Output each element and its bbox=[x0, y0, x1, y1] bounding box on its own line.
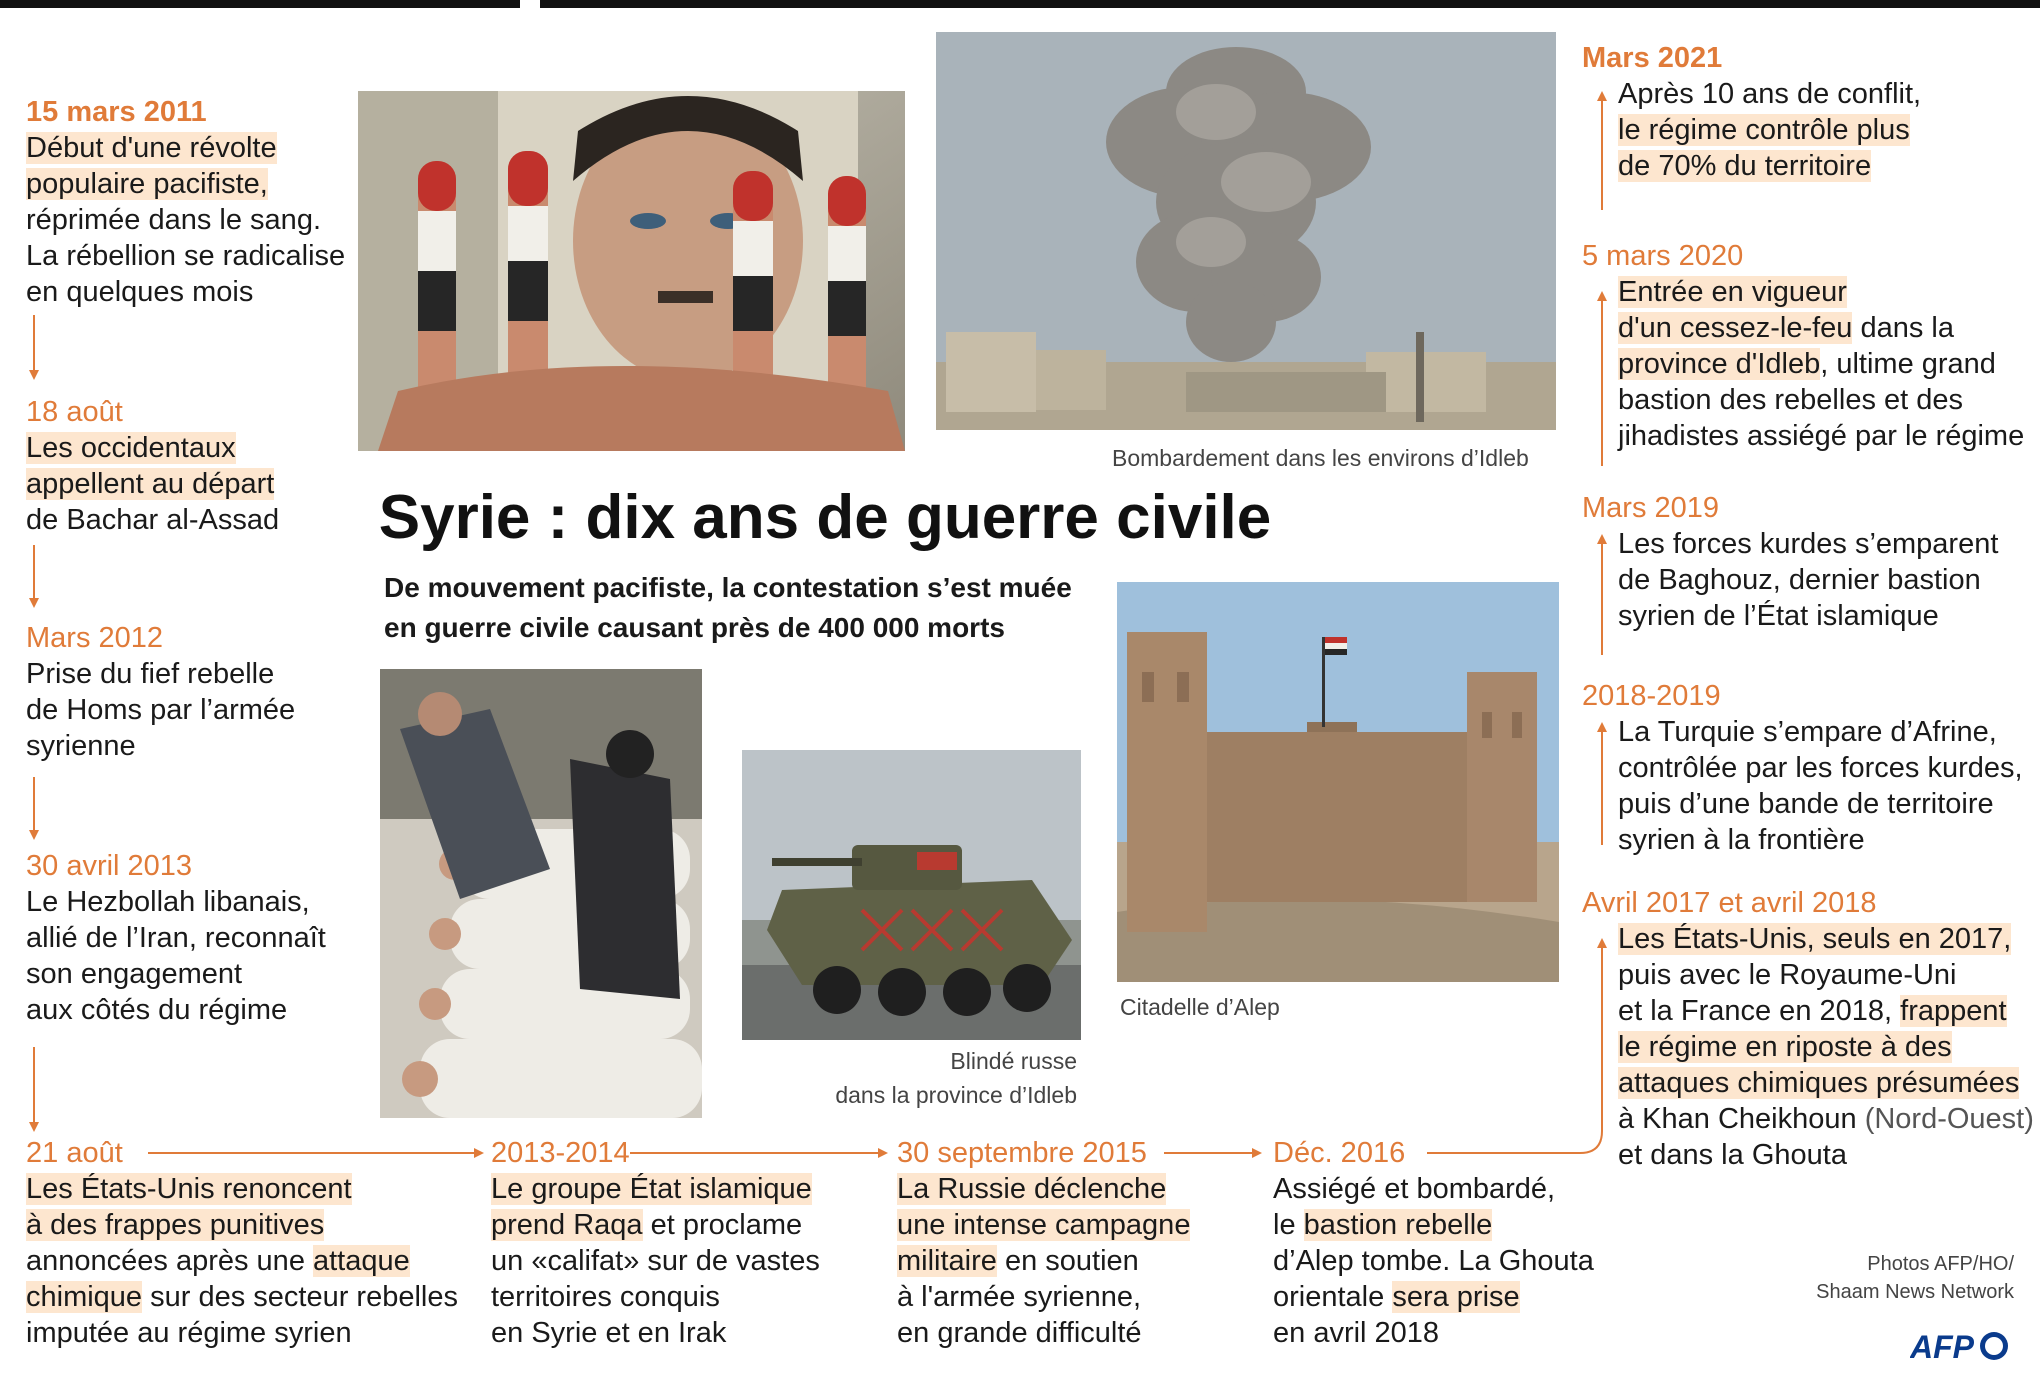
event-line bbox=[1618, 786, 2023, 822]
highlighted-text: bastion rebelle bbox=[1303, 1209, 1493, 1241]
caption-armored-line: dans la province d’Idleb bbox=[835, 1082, 1077, 1108]
event-2019-03 bbox=[1582, 490, 1998, 634]
event-text: Assiégé et bombardé, bbox=[1273, 1173, 1556, 1205]
event-line bbox=[26, 430, 279, 466]
event-date: 2013-2014 bbox=[491, 1137, 630, 1169]
event-description bbox=[1273, 1171, 1594, 1351]
photo-aleppo-citadel bbox=[1117, 582, 1559, 982]
event-line bbox=[26, 1171, 458, 1207]
highlighted-text: Début d'une révolte bbox=[26, 132, 277, 164]
event-line bbox=[1618, 921, 2034, 957]
event-text: puis d’une bande de territoire bbox=[1618, 788, 1994, 820]
event-line bbox=[26, 656, 295, 692]
highlighted-text: Les États-Unis, seuls en 2017, bbox=[1618, 923, 2012, 955]
event-2011-03 bbox=[26, 94, 345, 310]
event-line bbox=[897, 1243, 1190, 1279]
event-line bbox=[1273, 1315, 1594, 1351]
event-date: Avril 2017 et avril 2018 bbox=[1582, 887, 1877, 919]
event-line bbox=[26, 166, 345, 202]
event-line bbox=[26, 130, 345, 166]
event-text: de Homs par l’armée bbox=[26, 694, 296, 726]
highlighted-text: sera prise bbox=[1392, 1281, 1520, 1313]
afp-logo bbox=[1910, 1322, 2010, 1370]
page-title: Syrie : dix ans de guerre civile bbox=[378, 483, 1272, 552]
event-description bbox=[26, 1171, 458, 1351]
event-description bbox=[1618, 526, 1998, 634]
event-line bbox=[1618, 112, 1921, 148]
event-line bbox=[26, 992, 326, 1028]
event-date: 30 avril 2013 bbox=[26, 850, 193, 882]
event-line bbox=[1618, 957, 2034, 993]
highlighted-text: à des frappes punitives bbox=[26, 1209, 325, 1241]
event-line bbox=[1618, 1101, 2034, 1137]
photo-idleb-bombardment bbox=[936, 32, 1556, 430]
event-line bbox=[1618, 993, 2034, 1029]
event-line bbox=[897, 1207, 1190, 1243]
caption-armored bbox=[820, 1044, 1077, 1112]
event-text: , ultime grand bbox=[1820, 348, 1996, 380]
event-text: à Khan Cheikhoun bbox=[1618, 1103, 1865, 1135]
event-date: Mars 2021 bbox=[1582, 42, 1723, 74]
event-text: imputée au régime syrien bbox=[26, 1317, 352, 1349]
event-text: territoires conquis bbox=[491, 1281, 720, 1313]
credit-line: Photos AFP/HO/ bbox=[1867, 1253, 2014, 1275]
event-line bbox=[491, 1279, 820, 1315]
event-line bbox=[1618, 598, 1998, 634]
event-text: syrien à la frontière bbox=[1618, 824, 1865, 856]
highlighted-text: appellent au départ bbox=[26, 468, 275, 500]
event-line bbox=[26, 920, 326, 956]
caption-citadel: Citadelle d’Alep bbox=[1120, 994, 1280, 1020]
event-text: dans la bbox=[1852, 312, 1955, 344]
event-description bbox=[1618, 714, 2023, 858]
page-subtitle bbox=[384, 568, 1072, 648]
event-date: 21 août bbox=[26, 1137, 123, 1169]
event-line bbox=[26, 238, 345, 274]
highlighted-text: La Russie déclenche bbox=[897, 1173, 1167, 1205]
event-text: puis avec le Royaume-Uni bbox=[1618, 959, 1957, 991]
event-text: orientale bbox=[1273, 1281, 1393, 1313]
event-text: en Syrie et en Irak bbox=[491, 1317, 727, 1349]
event-2013-2014 bbox=[491, 1135, 820, 1351]
event-line bbox=[491, 1207, 820, 1243]
event-description bbox=[1618, 921, 2034, 1173]
event-text: en avril 2018 bbox=[1273, 1317, 1440, 1349]
event-line bbox=[26, 202, 345, 238]
event-text: syrien de l’État islamique bbox=[1618, 600, 1939, 632]
event-text: le bbox=[1273, 1209, 1304, 1241]
event-date: 5 mars 2020 bbox=[1582, 240, 1744, 272]
event-text: de Baghouz, dernier bastion bbox=[1618, 564, 1981, 596]
event-line bbox=[26, 1279, 458, 1315]
event-line bbox=[1618, 1137, 2034, 1173]
highlighted-text: une intense campagne bbox=[897, 1209, 1191, 1241]
highlighted-text: province d'Idleb bbox=[1618, 348, 1821, 380]
event-line bbox=[1618, 310, 2024, 346]
highlighted-text: prend Raqa bbox=[491, 1209, 643, 1241]
highlighted-text: frappent bbox=[1900, 995, 2007, 1027]
event-text: un «califat» sur de vastes bbox=[491, 1245, 820, 1277]
event-line bbox=[1618, 1065, 2034, 1101]
event-line bbox=[1618, 562, 1998, 598]
event-line bbox=[1273, 1207, 1594, 1243]
event-2011-08 bbox=[26, 394, 279, 538]
event-2021-03 bbox=[1582, 40, 1921, 184]
highlighted-text: attaques chimiques présumées bbox=[1618, 1067, 2020, 1099]
event-line bbox=[491, 1315, 820, 1351]
highlighted-text: Le groupe État islamique bbox=[491, 1173, 812, 1205]
event-description bbox=[1618, 274, 2024, 454]
event-line bbox=[26, 956, 326, 992]
event-text: réprimée dans le sang. bbox=[26, 204, 321, 236]
event-text: Le Hezbollah libanais, bbox=[26, 886, 310, 918]
event-line bbox=[491, 1243, 820, 1279]
event-line bbox=[1618, 148, 1921, 184]
event-line bbox=[1618, 526, 1998, 562]
event-line bbox=[1273, 1279, 1594, 1315]
event-line bbox=[897, 1171, 1190, 1207]
event-date: 30 septembre 2015 bbox=[897, 1137, 1147, 1169]
event-line bbox=[1618, 274, 2024, 310]
event-description bbox=[26, 656, 295, 764]
event-text: bastion des rebelles et des bbox=[1618, 384, 1963, 416]
event-date: 18 août bbox=[26, 396, 123, 428]
event-text: en grande difficulté bbox=[897, 1317, 1142, 1349]
event-text: en quelques mois bbox=[26, 276, 254, 308]
event-description bbox=[491, 1171, 820, 1351]
event-2013-04 bbox=[26, 848, 326, 1028]
event-text: à l'armée syrienne, bbox=[897, 1281, 1142, 1313]
event-text: et la France en 2018, bbox=[1618, 995, 1901, 1027]
event-line bbox=[26, 466, 279, 502]
afp-logo-text: AFP bbox=[1910, 1329, 1974, 1365]
event-text: allié de l’Iran, reconnaît bbox=[26, 922, 326, 954]
event-text: en soutien bbox=[996, 1245, 1139, 1277]
event-line bbox=[897, 1279, 1190, 1315]
event-2012-03 bbox=[26, 620, 295, 764]
event-line bbox=[491, 1171, 820, 1207]
subtitle-line: en guerre civile causant près de 400 000 morts bbox=[384, 612, 1005, 643]
event-text: de Bachar al-Assad bbox=[26, 504, 280, 536]
event-line bbox=[1618, 346, 2024, 382]
event-text: aux côtés du régime bbox=[26, 994, 288, 1026]
highlighted-text: populaire pacifiste, bbox=[26, 168, 268, 200]
event-text: jihadistes assiégé par le régime bbox=[1618, 420, 2025, 452]
event-text: La rébellion se radicalise bbox=[26, 240, 346, 272]
event-description bbox=[26, 130, 345, 310]
event-text: contrôlée par les forces kurdes, bbox=[1618, 752, 2023, 784]
event-2020-03 bbox=[1582, 238, 2024, 454]
event-text: d’Alep tombe. La Ghouta bbox=[1273, 1245, 1594, 1277]
event-line bbox=[26, 1315, 458, 1351]
event-line bbox=[1618, 714, 2023, 750]
event-line bbox=[1618, 822, 2023, 858]
highlighted-text: Entrée en vigueur bbox=[1618, 276, 1847, 308]
event-line bbox=[1273, 1171, 1594, 1207]
event-description bbox=[26, 884, 326, 1028]
photo-russian-armored-vehicle bbox=[742, 750, 1081, 1040]
event-line bbox=[1273, 1243, 1594, 1279]
highlighted-text: Les États-Unis renoncent bbox=[26, 1173, 352, 1205]
photo-ghouta-victims bbox=[380, 669, 702, 1118]
event-line bbox=[1618, 382, 2024, 418]
highlighted-text: d'un cessez-le-feu bbox=[1618, 312, 1853, 344]
event-line bbox=[26, 1207, 458, 1243]
event-line bbox=[26, 502, 279, 538]
highlighted-text: chimique bbox=[26, 1281, 143, 1313]
event-2015-09 bbox=[897, 1135, 1190, 1351]
event-text: Après 10 ans de conflit, bbox=[1618, 78, 1922, 110]
highlighted-text: militaire bbox=[897, 1245, 997, 1277]
event-line bbox=[1618, 418, 2024, 454]
event-line bbox=[26, 884, 326, 920]
event-text: et dans la Ghouta bbox=[1618, 1139, 1847, 1171]
event-2018-2019 bbox=[1582, 678, 2023, 858]
event-text: (Nord-Ouest) bbox=[1864, 1103, 2034, 1135]
event-line bbox=[1618, 750, 2023, 786]
event-text: La Turquie s’empare d’Afrine, bbox=[1618, 716, 1997, 748]
event-description bbox=[26, 430, 279, 538]
photo-credit bbox=[1816, 1250, 2014, 1306]
event-line bbox=[26, 1243, 458, 1279]
event-text: annoncées après une bbox=[26, 1245, 313, 1277]
highlighted-text: le régime en riposte à des bbox=[1618, 1031, 1952, 1063]
event-date: 15 mars 2011 bbox=[26, 96, 207, 128]
event-date: 2018-2019 bbox=[1582, 680, 1721, 712]
event-text: sur des secteur rebelles bbox=[142, 1281, 458, 1313]
highlighted-text: le régime contrôle plus bbox=[1618, 114, 1910, 146]
event-text: et proclame bbox=[642, 1209, 803, 1241]
highlighted-text: de 70% du territoire bbox=[1618, 150, 1872, 182]
event-date: Déc. 2016 bbox=[1273, 1137, 1406, 1169]
event-line bbox=[26, 692, 295, 728]
event-line bbox=[26, 274, 345, 310]
event-text: son engagement bbox=[26, 958, 243, 990]
event-line bbox=[897, 1315, 1190, 1351]
photo-protest-portrait bbox=[358, 91, 905, 451]
event-2013-08 bbox=[26, 1135, 458, 1351]
event-text: Les forces kurdes s’emparent bbox=[1618, 528, 1999, 560]
event-line bbox=[26, 728, 295, 764]
caption-armored-line: Blindé russe bbox=[950, 1048, 1077, 1074]
event-text: Prise du fief rebelle bbox=[26, 658, 275, 690]
caption-idleb: Bombardement dans les environs d’Idleb bbox=[1112, 445, 1529, 471]
event-description bbox=[1618, 76, 1921, 184]
event-2016-12 bbox=[1273, 1135, 1594, 1351]
subtitle-line: De mouvement pacifiste, la contestation s’est muée bbox=[384, 572, 1072, 603]
credit-line: Shaam News Network bbox=[1816, 1281, 2014, 1303]
highlighted-text: Les occidentaux bbox=[26, 432, 236, 464]
event-2017-2018 bbox=[1582, 885, 2034, 1173]
event-description bbox=[897, 1171, 1190, 1351]
event-date: Mars 2012 bbox=[26, 622, 164, 654]
event-text: syrienne bbox=[26, 730, 136, 762]
event-date: Mars 2019 bbox=[1582, 492, 1720, 524]
highlighted-text: attaque bbox=[313, 1245, 410, 1277]
event-line bbox=[1618, 76, 1921, 112]
event-line bbox=[1618, 1029, 2034, 1065]
